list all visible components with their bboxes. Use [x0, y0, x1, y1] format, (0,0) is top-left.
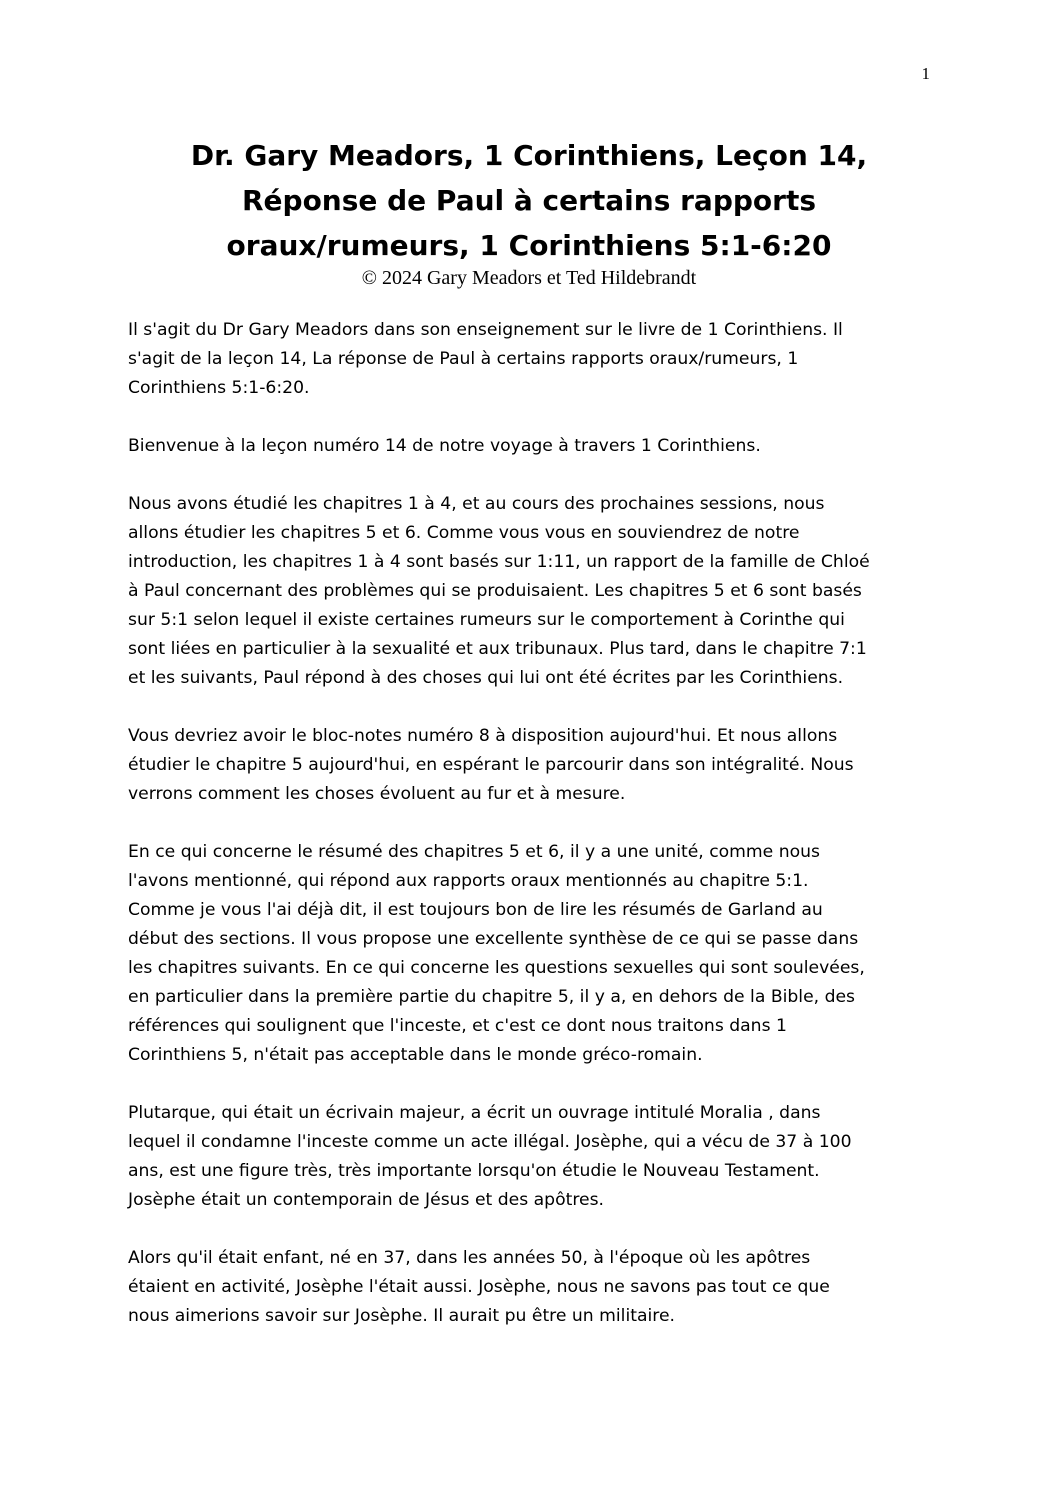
page-number: 1 [921, 64, 930, 83]
title-line: Réponse de Paul à certains rapports [241, 184, 817, 217]
text-line: en particulier dans la première partie du chapitre 5, il y a, en dehors de la Bible, des [128, 987, 856, 1007]
title-line: Dr. Gary Meadors, 1 Corinthiens, Leçon 14, [190, 139, 868, 172]
text-line: lequel il condamne l'inceste comme un acte illégal. Josèphe, qui a vécu de 37 à 100 [128, 1132, 852, 1152]
paragraph-chapters-overview [128, 490, 958, 693]
text-line: Josèphe était un contemporain de Jésus et des apôtres. [128, 1190, 605, 1210]
text-line: étudier le chapitre 5 aujourd'hui, en espérant le parcourir dans son intégralité. Nous [128, 755, 854, 775]
title-line: oraux/rumeurs, 1 Corinthiens 5:1-6:20 [226, 229, 832, 262]
text-line: sont liées en particulier à la sexualité et aux tribunaux. Plus tard, dans le chapitre 7:1 [128, 639, 867, 659]
text-line: Nous avons étudié les chapitres 1 à 4, et au cours des prochaines sessions, nous [128, 494, 825, 514]
copyright-notice: © 2024 Gary Meadors et Ted Hildebrandt [361, 267, 697, 289]
text-line: et les suivants, Paul répond à des choses qui lui ont été écrites par les Corinthiens. [128, 668, 844, 688]
paragraph-summary [128, 838, 958, 1070]
text-line: nous aimerions savoir sur Josèphe. Il aurait pu être un militaire. [128, 1306, 675, 1326]
text-line: début des sections. Il vous propose une excellente synthèse de ce qui se passe dans [128, 929, 859, 949]
paragraph-plutarch [128, 1099, 958, 1215]
text-line: s'agit de la leçon 14, La réponse de Paul à certains rapports oraux/rumeurs, 1 [128, 349, 799, 369]
text-line: Plutarque, qui était un écrivain majeur, a écrit un ouvrage intitulé Moralia , dans [128, 1103, 821, 1123]
text-line: Il s'agit du Dr Gary Meadors dans son enseignement sur le livre de 1 Corinthiens. Il [128, 320, 843, 340]
text-line: à Paul concernant des problèmes qui se produisaient. Les chapitres 5 et 6 sont basés [128, 581, 862, 601]
paragraph-notebook [128, 722, 958, 809]
text-line: Alors qu'il était enfant, né en 37, dans les années 50, à l'époque où les apôtres [128, 1248, 811, 1268]
paragraph-josephus [128, 1244, 958, 1331]
text-line: l'avons mentionné, qui répond aux rapports oraux mentionnés au chapitre 5:1. [128, 871, 809, 891]
text-line: allons étudier les chapitres 5 et 6. Comme vous vous en souviendrez de notre [128, 523, 800, 543]
text-line: introduction, les chapitres 1 à 4 sont basés sur 1:11, un rapport de la famille de Chloé [128, 552, 870, 572]
document-body [128, 316, 958, 1360]
text-line: étaient en activité, Josèphe l'était aussi. Josèphe, nous ne savons pas tout ce que [128, 1277, 830, 1297]
text-line: sur 5:1 selon lequel il existe certaines rumeurs sur le comportement à Corinthe qui [128, 610, 845, 630]
page-title [120, 133, 938, 268]
text-line: références qui soulignent que l'inceste, et c'est ce dont nous traitons dans 1 [128, 1016, 787, 1036]
text-line: En ce qui concerne le résumé des chapitres 5 et 6, il y a une unité, comme nous [128, 842, 820, 862]
text-line: verrons comment les choses évoluent au fur et à mesure. [128, 784, 626, 804]
text-line: Bienvenue à la leçon numéro 14 de notre voyage à travers 1 Corinthiens. [128, 436, 761, 456]
paragraph-welcome [128, 432, 958, 461]
text-line: Corinthiens 5:1-6:20. [128, 378, 310, 398]
paragraph-intro [128, 316, 958, 403]
text-line: Vous devriez avoir le bloc-notes numéro 8 à disposition aujourd'hui. Et nous allons [128, 726, 838, 746]
text-line: ans, est une figure très, très importante lorsqu'on étudie le Nouveau Testament. [128, 1161, 820, 1181]
text-line: Corinthiens 5, n'était pas acceptable dans le monde gréco-romain. [128, 1045, 703, 1065]
text-line: Comme je vous l'ai déjà dit, il est toujours bon de lire les résumés de Garland au [128, 900, 823, 920]
text-line: les chapitres suivants. En ce qui concerne les questions sexuelles qui sont soulevées, [128, 958, 865, 978]
